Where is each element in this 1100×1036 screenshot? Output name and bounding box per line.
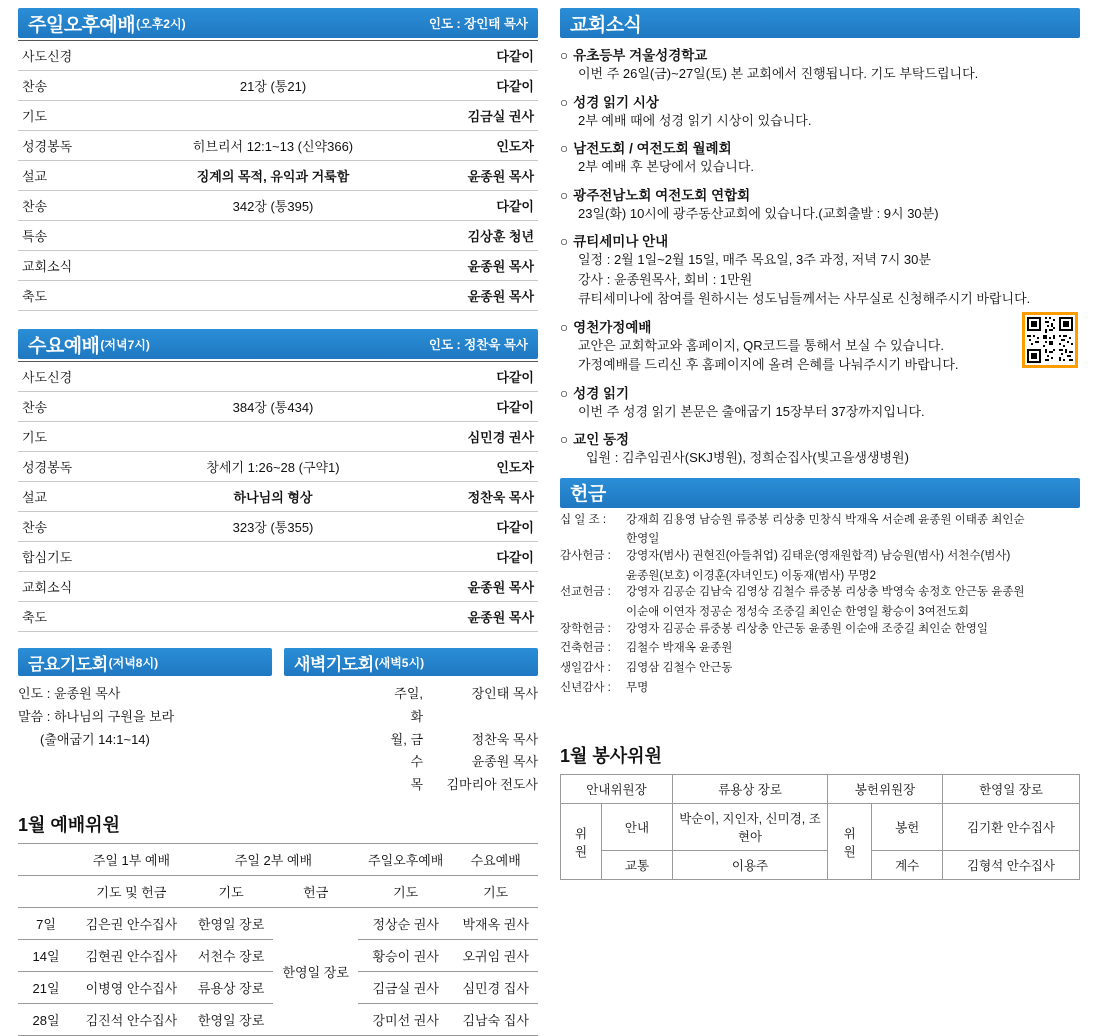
friday-scripture: (출애굽기 14:1~14) (40, 731, 150, 747)
news-heading: ○ 광주전남노회 여전도회 연합회 (560, 187, 751, 203)
offering-row: 생일감사 : 김영삼 김철수 안근동 (560, 661, 733, 674)
worship-committee-table (18, 843, 538, 1036)
table-row: 28일 김진석 안수집사 한영일 장로 강미선 권사 김남숙 집사 (18, 1003, 538, 1035)
section-title: 헌금 (570, 484, 606, 505)
section-leader: 인도 : 정찬욱 목사 (428, 338, 528, 352)
friday-leader: 인도 : 윤종원 목사 (18, 686, 121, 701)
dawn-prayer-details (284, 683, 538, 797)
news-line: 일정 : 2월 1일~2월 15일, 매주 목요일, 3주 과정, 저녁 7시 30분 (578, 252, 931, 267)
section-header-offering (560, 478, 1080, 508)
service-committee-title: 1월 봉사위원 (560, 746, 662, 767)
news-heading: ○ 남전도회 / 여전도회 월례회 (560, 141, 732, 156)
news-line: 23일(화) 10시에 광주동산교회에 있습니다.(교회출발 : 9시 30분) (578, 205, 939, 221)
section-header-friday (18, 648, 272, 676)
table-row: 사도신경 다같이 (18, 362, 538, 392)
news-heading: ○ 영천가정예배 (560, 319, 652, 335)
bullet-icon: ○ (560, 432, 569, 447)
section-title: 수요예배 (28, 335, 100, 357)
service-table-sunday-pm (18, 40, 538, 311)
friday-message: 말씀 : 하나님의 구원을 보라 (18, 708, 175, 724)
bullet-icon: ○ (560, 48, 569, 63)
table-row: 설교 징계의 목적, 유익과 거룩함 윤종원 목사 (18, 161, 538, 191)
merged-offering-cell: 한영일 장로 (273, 907, 358, 1035)
section-subtitle: (저녁7시) (100, 337, 150, 352)
offering-row: 십 일 조 : 강재희 김용영 남승원 류중봉 리상충 민창식 박재옥 서순례 윤종원 이태종 최인순 한영일 (560, 513, 1025, 546)
news-line: 강사 : 윤종원목사, 회비 : 1만원 (578, 271, 753, 287)
list-item: 주일, 화 장인태 목사 (394, 686, 538, 724)
prayer-meetings (18, 648, 538, 797)
section-header-dawn (284, 648, 538, 676)
table-row: 교통 이용주 계수 김형석 안수집사 (561, 851, 1080, 880)
table-row: 7일 김은권 안수집사 한영일 장로 한영일 장로 정상순 권사 박재옥 권사 (18, 907, 538, 939)
list-item: 수 윤종원 목사 (410, 754, 538, 770)
list-item: 월, 금 정찬욱 목사 (390, 731, 538, 747)
offering-row: 감사헌금 : 강영자(범사) 권현진(아들취업) 김태운(영재원합격) 남승원(범사) 서천수(범사) 윤종원(보호) 이경훈(자녀인도) 이동재(범사) 무명2 (560, 549, 1011, 582)
table-row: 기도 김금실 권사 (18, 101, 538, 131)
news-item (560, 184, 1080, 224)
offering-list (560, 512, 1080, 697)
bullet-icon: ○ (560, 234, 569, 249)
section-title: 주일오후예배 (28, 14, 136, 36)
section-subtitle: (오후2시) (136, 16, 186, 31)
news-line: 가정예배를 드리신 후 홈페이지에 올려 은혜를 나눠주시기 바랍니다. (578, 357, 959, 372)
dawn-prayer-block (284, 648, 538, 797)
section-title: 금요기도회 (28, 654, 108, 674)
news-heading: ○ 교인 동정 (560, 432, 630, 447)
table-row: 성경봉독 히브리서 12:1~13 (신약366) 인도자 (18, 131, 538, 161)
offering-row: 건축헌금 : 김철수 박재옥 윤종원 (560, 642, 733, 655)
news-line: 입원 : 김추임권사(SKJ병원), 정희순집사(빛고을생생병원) (586, 450, 909, 465)
offering-row: 신년감사 : 무명 (560, 681, 649, 694)
table-row: 찬송 342장 (통395) 다같이 (18, 191, 538, 221)
list-item: 목 김마리아 전도사 (410, 777, 538, 792)
news-item (560, 428, 1080, 468)
table-subheader-row: 기도 및 헌금 기도 헌금 기도 기도 (18, 875, 538, 907)
table-row: 기도 심민경 권사 (18, 422, 538, 452)
news-heading: ○ 성경 읽기 시상 (560, 94, 659, 110)
news-item (560, 44, 1080, 84)
news-line: 큐티세미나에 참여를 원하시는 성도님들께서는 사무실로 신청해주시기 바랍니다. (578, 291, 1031, 306)
bullet-icon: ○ (560, 385, 569, 401)
news-heading: ○ 성경 읽기 (560, 385, 630, 401)
section-header-wednesday (18, 329, 538, 359)
news-item (560, 230, 1080, 309)
service-committee-table (560, 774, 1080, 880)
table-row: 합심기도 다같이 (18, 542, 538, 572)
news-line: 2부 예배 때에 성경 읽기 시상이 있습니다. (578, 112, 812, 128)
table-row: 14일 김현권 안수집사 서천수 장로 황승이 권사 오귀임 권사 (18, 939, 538, 971)
section-subtitle: (새벽5시) (374, 655, 425, 670)
news-line: 2부 예배 후 본당에서 있습니다. (578, 159, 754, 174)
news-item (560, 91, 1080, 131)
friday-prayer-block (18, 648, 272, 797)
section-leader: 인도 : 장인태 목사 (428, 17, 528, 31)
offering-row: 선교헌금 : 강영자 김공순 김남숙 김영상 김철수 류중봉 리상충 박영숙 송정호 안근동 윤종원 이순애 이연자 정공순 정성숙 조중길 최인순 한영일 황승이 3여전도회 (560, 586, 1025, 618)
table-header-row: 주일 1부 예배 주일 2부 예배 주일오후예배 수요예배 (18, 843, 538, 875)
section-subtitle: (저녁8시) (108, 655, 159, 670)
offering-row: 장학헌금 : 강영자 김공순 류중봉 리상충 안근동 윤종원 이순애 조중길 최인순 한영일 (560, 622, 989, 635)
committee-label-right: 위 원 (828, 804, 872, 880)
news-heading: ○ 유초등부 겨울성경학교 (560, 48, 708, 63)
news-heading: ○ 큐티세미나 안내 (560, 234, 669, 249)
news-item-home-worship (560, 316, 1080, 375)
news-line: 교안은 교회학교와 홈페이지, QR코드를 통해서 보실 수 있습니다. (578, 337, 944, 353)
qr-code-icon[interactable] (1022, 312, 1078, 368)
table-row: 축도 윤종원 목사 (18, 602, 538, 632)
section-header-sunday-pm (18, 8, 538, 38)
right-column (560, 8, 1080, 880)
bullet-icon: ○ (560, 141, 569, 156)
table-header-row: 안내위원장 류용상 장로 봉헌위원장 한영일 장로 (561, 775, 1080, 804)
table-row: 교회소식 윤종원 목사 (18, 572, 538, 602)
table-row: 축도 윤종원 목사 (18, 281, 538, 311)
news-line: 이번 주 성경 읽기 본문은 출애굽기 15장부터 37장까지입니다. (578, 403, 925, 419)
table-row: 교회소식 윤종원 목사 (18, 251, 538, 281)
committee-label-left: 위 원 (561, 804, 602, 880)
section-header-news (560, 8, 1080, 38)
news-line: 이번 주 26일(금)~27일(토) 본 교회에서 진행됩니다. 기도 부탁드립니다. (578, 66, 979, 81)
table-row: 찬송 384장 (통434) 다같이 (18, 392, 538, 422)
section-title: 새벽기도회 (294, 654, 374, 674)
table-row: 21일 이병영 안수집사 류용상 장로 김금실 권사 심민경 집사 (18, 971, 538, 1003)
table-row: 특송 김상훈 청년 (18, 221, 538, 251)
section-title: 교회소식 (570, 14, 642, 36)
news-list (560, 44, 1080, 468)
news-item (560, 137, 1080, 177)
table-row: 설교 하나님의 형상 정찬욱 목사 (18, 482, 538, 512)
table-row: 사도신경 다같이 (18, 41, 538, 71)
news-item (560, 382, 1080, 422)
table-row: 위 원 안내 박순이, 지인자, 신미경, 조현아 위 원 봉헌 김기환 안수집사 (561, 804, 1080, 851)
bullet-icon: ○ (560, 187, 569, 203)
table-row: 찬송 323장 (통355) 다같이 (18, 512, 538, 542)
table-row: 찬송 21장 (통21) 다같이 (18, 71, 538, 101)
table-row: 성경봉독 창세기 1:26~28 (구약1) 인도자 (18, 452, 538, 482)
worship-committee-title: 1월 예배위원 (18, 814, 120, 835)
left-column (18, 8, 538, 1036)
bullet-icon: ○ (560, 319, 569, 335)
service-table-wednesday (18, 361, 538, 632)
friday-prayer-details (18, 683, 272, 751)
bullet-icon: ○ (560, 94, 569, 110)
